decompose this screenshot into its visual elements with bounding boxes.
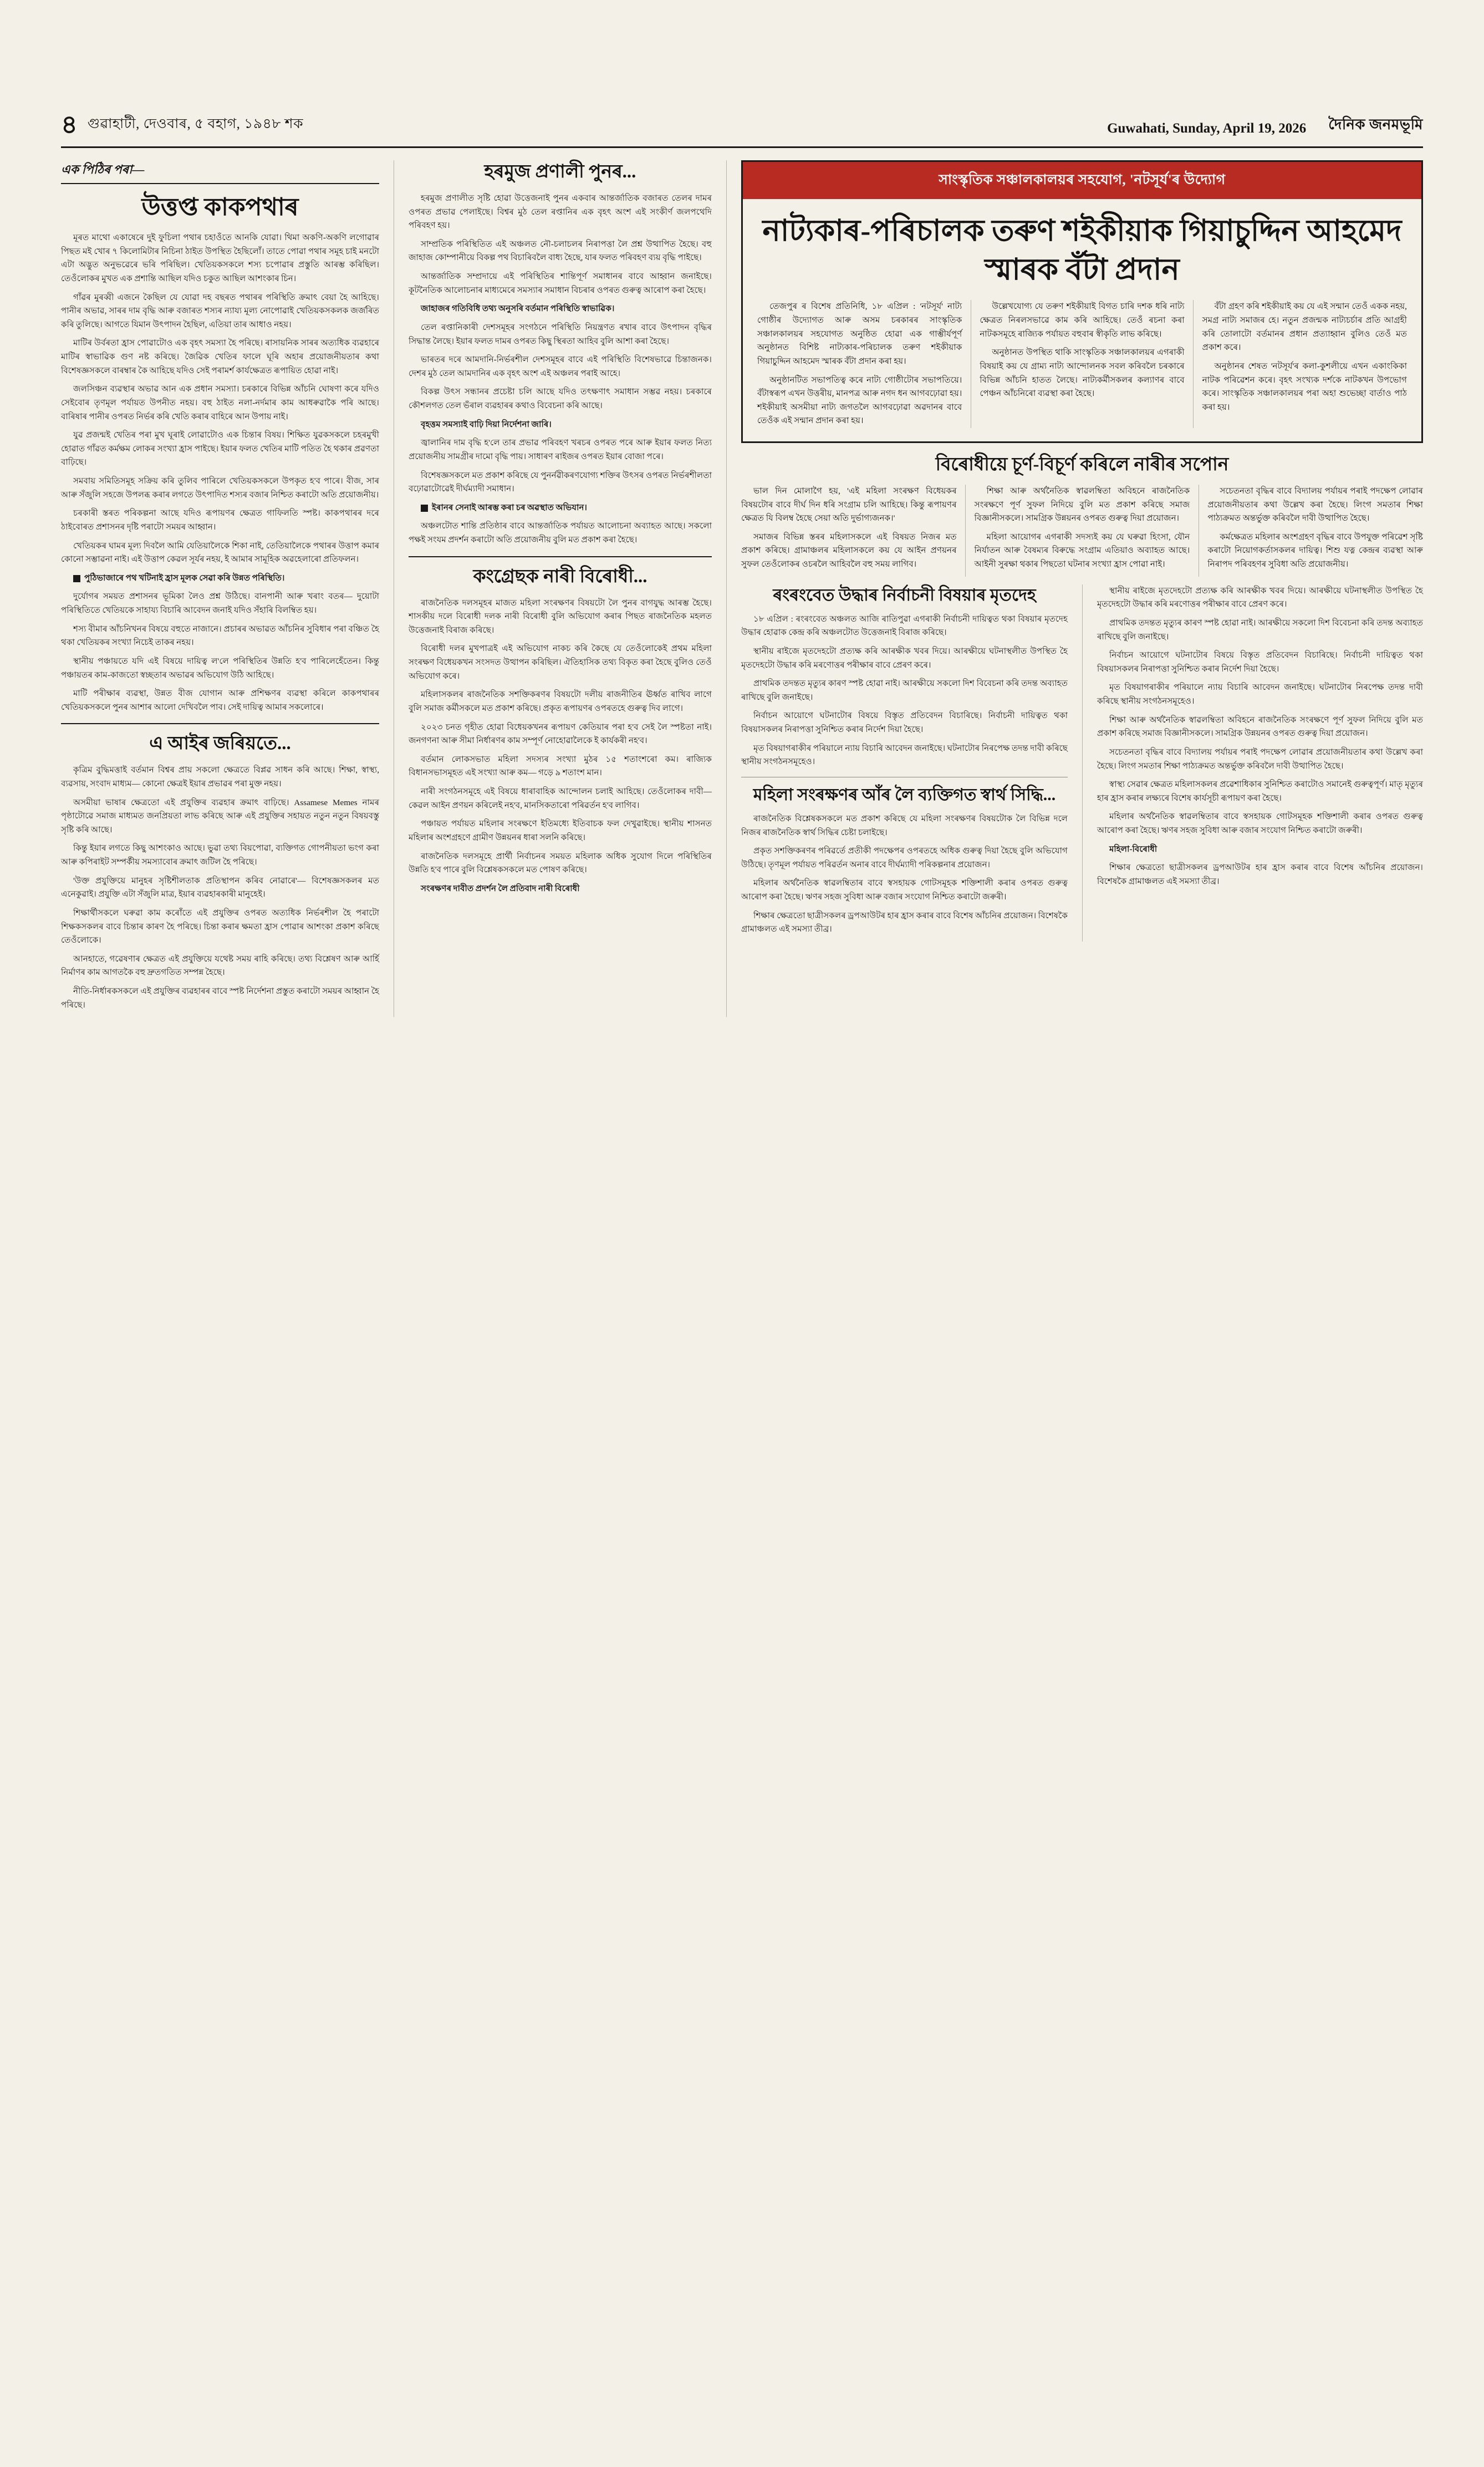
section-divider [61, 723, 379, 724]
paragraph: মূৰত মাথো একাষেৰে দুই ফুচিলা পথাৰ চহাওঁতে আনকি যোৱা। থিমা অকণি-অকণি লগোৱাৰ পিছত মই খোৰ ৭ কিলোমিটাৰ নিচিনা ঠাইত উপস্থিত হৈছিলোঁ। তাতে পোৱা পথাৰ সমূহ চাই মনটো এটা অদ্ভুত অনুভৱেৰে ভৰি পৰিছিল। খেতিয়কসকলে শস্য চপোৱাৰ প্ৰস্তুতি আৰম্ভ কৰিছিল। তেওঁলোকৰ মুখত এক প্ৰশান্তি আছিল যদিও চকুত আছিল আশংকাৰ চিন। [61, 233, 379, 283]
article-headline: হৰমুজ প্ৰণালী পুনৰ... [484, 162, 636, 182]
lead-story-box [741, 160, 1423, 443]
paragraph: শিক্ষা আৰু অৰ্থনৈতিক স্বাৱলম্বিতা অবিহনে ৰাজনৈতিক সংৰক্ষণে পূৰ্ণ সুফল নিদিয়ে বুলি মত প্ৰকাশ কৰিছে সমাজ বিজ্ঞানীসকলে। সামগ্ৰিক উন্নয়নৰ ওপৰত গুৰুত্ব দিয়া প্ৰয়োজন। [1097, 715, 1423, 739]
paragraph: মাটিৰ উৰ্বৰতা হ্ৰাস পোৱাটোও এক বৃহৎ সমস্যা হৈ পৰিছে। ৰাসায়নিক সাৰৰ অত্যধিক ব্যৱহাৰে মাটিৰ স্বাভাৱিক গুণ নষ্ট কৰিছে। জৈৱিক খেতিৰ ফালে ঘূৰি অহাৰ প্ৰয়োজনীয়তাৰ কথা বিশেষজ্ঞসকলে বাৰম্বাৰ কৈ আহিছে যদিও সেই পৰামৰ্শ কাৰ্যক্ষেত্ৰত ৰূপায়িত হোৱা নাই। [61, 338, 379, 375]
paragraph: সচেতনতা বৃদ্ধিৰ বাবে বিদ্যালয় পৰ্যায়ৰ পৰাই পদক্ষেপ লোৱাৰ প্ৰয়োজনীয়তাৰ কথা উল্লেখ কৰা হৈছে। লিংগ সমতাৰ শিক্ষা পাঠ্যক্ৰমত অন্তৰ্ভুক্ত কৰিবলৈ দাবী উত্থাপিত হৈছে। [1097, 747, 1423, 771]
article-headline: উত্তপ্ত কাকপথাৰ [141, 194, 299, 221]
article-headline-2: মহিলা সংৰক্ষণৰ আঁৰ লৈ ব্যক্তিগত স্বাৰ্থ সিদ্ধি... [753, 785, 1056, 804]
column-one [61, 160, 394, 1017]
paragraph: কিন্তু ইয়াৰ লগতে কিছু আশংকাও আছে। ভুৱা তথ্য বিয়পোৱা, ব্যক্তিগত গোপনীয়তা ভংগ কৰা আৰু কপিৰাইট সম্পৰ্কীয় সমস্যাবোৰ ক্ৰমাৎ জটিল হৈ পৰিছে। [61, 843, 379, 867]
paragraph: মহিলাৰ অৰ্থনৈতিক স্বাৱলম্বিতাৰ বাবে স্বসহায়ক গোটসমূহক শক্তিশালী কৰাৰ ওপৰত গুৰুত্ব আৰোপ কৰা হৈছে। ঋণৰ সহজ সুবিধা আৰু বজাৰ সংযোগ নিশ্চিত কৰাটো জৰুৰী। [1097, 812, 1423, 836]
paragraph-highlight-text: পুঠিভাজাৰে পথ খটিনাই হ্ৰাস মূলক সেৱা কৰি উন্নত পৰিস্থিতি। [84, 573, 285, 583]
lead-story-inner [743, 199, 1421, 441]
paragraph-highlight [409, 501, 712, 515]
section-divider [409, 556, 712, 557]
paragraph-highlight: জাহাজৰ গতিবিধি তথ্য অনুসৰি বৰ্তমান পৰিস্থিতি স্বাভাৱিক। [421, 304, 615, 314]
paragraph: ৰাজনৈতিক বিশ্লেষকসকলে মত প্ৰকাশ কৰিছে যে মহিলা সংৰক্ষণৰ বিষয়টোক লৈ বিভিন্ন দলে নিজৰ ৰাজনৈতিক স্বাৰ্থ সিদ্ধিৰ চেষ্টা চলাইছে। [741, 813, 1068, 837]
paragraph: স্থানীয় ৰাইজে মৃতদেহটো প্ৰত্যক্ষ কৰি আৰক্ষীক খবৰ দিয়ে। আৰক্ষীয়ে ঘটনাস্থলীত উপস্থিত হৈ মৃতদেহটো উদ্ধাৰ কৰি মৰণোত্তৰ পৰীক্ষাৰ বাবে প্ৰেৰণ কৰে। [741, 646, 1068, 670]
article-headline: বিৰোধীয়ে চূৰ্ণ-বিচূৰ্ণ কৰিলে নাৰীৰ সপোন [935, 455, 1229, 475]
paragraph: খেতিয়কৰ ঘামৰ মূল্য দিবলৈ আমি যেতিয়ালৈকে শিকা নাই, তেতিয়ালৈকে পথাৰৰ উত্তাপ কমাৰ কোনো সম্ভাৱনা নাই। এই উত্তাপ কেৱল সূৰ্যৰ নহয়, ই আমাৰ সামূহিক অৱহেলাৰো প্ৰতিফলন। [61, 541, 379, 564]
masthead [0, 0, 1484, 139]
paragraph: ভাৰতৰ দৰে আমদানি-নিৰ্ভৰশীল দেশসমূহৰ বাবে এই পৰিস্থিতি বিশেষভাৱে চিন্তাজনক। দেশৰ মুঠ তেল আমদানিৰ এক বৃহৎ অংশ এই অঞ্চলৰ পৰাই আহে। [409, 355, 712, 378]
paragraph: সচেতনতা বৃদ্ধিৰ বাবে বিদ্যালয় পৰ্যায়ৰ পৰাই পদক্ষেপ লোৱাৰ প্ৰয়োজনীয়তাৰ কথা উল্লেখ কৰা হৈছে। লিংগ সমতাৰ শিক্ষা পাঠ্যক্ৰমত অন্তৰ্ভুক্ত কৰিবলৈ দাবী উত্থাপিত হৈছে। [1207, 486, 1423, 523]
paragraph: সমাজৰ বিভিন্ন স্তৰৰ মহিলাসকলে এই বিষয়ত নিজৰ মত প্ৰকাশ কৰিছে। গ্ৰামাঞ্চলৰ মহিলাসকলে কয় যে আইন প্ৰণয়নৰ সুফল তেওঁলোকৰ ওচৰলৈ আহিবলৈ বহু সময় লাগিব। [741, 532, 957, 569]
paragraph: ৰাজনৈতিক দলসমূহে প্ৰাৰ্থী নিৰ্বাচনৰ সময়ত মহিলাক অধিক সুযোগ দিলে পৰিস্থিতিৰ উন্নতি হ'ব পাৰে বুলি বিশ্লেষকসকলে মত পোষণ কৰিছে। [409, 851, 712, 875]
column-grid [0, 148, 1484, 1017]
paragraph: স্থানীয় ৰাইজে মৃতদেহটো প্ৰত্যক্ষ কৰি আৰক্ষীক খবৰ দিয়ে। আৰক্ষীয়ে ঘটনাস্থলীত উপস্থিত হৈ মৃতদেহটো উদ্ধাৰ কৰি মৰণোত্তৰ পৰীক্ষাৰ বাবে প্ৰেৰণ কৰে। [1097, 586, 1423, 609]
paragraph: অনুষ্ঠানত উপস্থিত থাকি সাংস্কৃতিক সঞ্চালকালয়ৰ এগৰাকী বিষয়াই কয় যে গ্ৰাম্য নাট্য আন্দোলনক সবল কৰিবলৈ চৰকাৰে বিভিন্ন আঁচনি হাতত লৈছে। নাট্যকৰ্মীসকলৰ কল্যাণৰ বাবে পেঞ্চন আঁচনিৰো ব্যৱস্থা কৰা হৈছে। [980, 348, 1185, 399]
paragraph: প্ৰাথমিক তদন্তত মৃত্যুৰ কাৰণ স্পষ্ট হোৱা নাই। আৰক্ষীয়ে সকলো দিশ বিবেচনা কৰি তদন্ত অব্যাহত ৰাখিছে বুলি জনাইছে। [741, 679, 1068, 702]
paragraph-highlight-text: ইৰানৰ সেনাই আৰম্ভ কৰা চৰ অৱস্থাত অভিযান। [432, 502, 587, 512]
article-hormuz [409, 160, 712, 547]
paragraph: অনুষ্ঠানটিত সভাপতিত্ব কৰে নাট্য গোষ্ঠীটোৰ সভাপতিয়ে। বঁটাস্বৰূপ এখন উত্তৰীয়, মানপত্ৰ আৰু নগদ ধন আগবঢ়োৱা হয়। শইকীয়াই অসমীয়া নাট্য জগতলৈ আগবঢ়োৱা অৱদানৰ বাবে তেওঁক এই সন্মান প্ৰদান কৰা হয়। [757, 375, 962, 426]
paragraph: ২০২৩ চনত গৃহীত হোৱা বিধেয়কখনৰ ৰূপায়ণ কেতিয়াৰ পৰা হ'ব সেই লৈ স্পষ্টতা নাই। জনগণনা আৰু সীমা নিৰ্ধাৰণৰ কাম সম্পূৰ্ণ নোহোৱালৈকে ই কাৰ্যকৰী নহ'ব। [409, 722, 712, 746]
article-kicker: এক পিঠিৰ পৰা— [61, 160, 379, 184]
paragraph: আন্তৰ্জাতিক সম্প্ৰদায়ে এই পৰিস্থিতিৰ শান্তিপূৰ্ণ সমাধানৰ বাবে আহ্বান জনাইছে। কূটনৈতিক আলোচনাৰ মাধ্যমেৰে সমস্যাৰ সমাধান বিচৰাৰ ওপৰত গুৰুত্ব আৰোপ কৰা হৈছে। [409, 272, 712, 295]
masthead-right [1107, 113, 1423, 139]
masthead-left [61, 112, 303, 139]
article-body [741, 485, 1423, 577]
page-number: ৪ [61, 110, 78, 139]
paragraph: শিক্ষাৰ্থীসকলে ঘৰুৱা কাম কৰোঁতে এই প্ৰযুক্তিৰ ওপৰত অত্যধিক নিৰ্ভৰশীল হৈ পৰাটো শিক্ষকসকলৰ বাবে চিন্তাৰ কাৰণ হৈ পৰিছে। চিন্তা কৰাৰ ক্ষমতা হ্ৰাস পোৱাৰ আশংকা প্ৰকাশ কৰিছে তেওঁলোকে। [61, 908, 379, 945]
article-body-continued [1097, 584, 1423, 889]
subcolumn-left [741, 584, 1082, 942]
paragraph: বিৰোধী দলৰ মুখপাত্ৰই এই অভিযোগ নাকচ কৰি কৈছে যে তেওঁলোকেই প্ৰথম মহিলা সংৰক্ষণ বিধেয়কখন সংসদত উত্থাপন কৰিছিল। ঐতিহাসিক তথ্য বিকৃত কৰা হৈছে বুলিও তেওঁ অভিযোগ কৰে। [409, 644, 712, 681]
paragraph: অনুষ্ঠানৰ শেষত 'নটসূৰ্য'ৰ কলা-কুশলীয়ে এখন একাংকিকা নাটক পৰিৱেশন কৰে। বৃহৎ সংখ্যক দৰ্শকে নাটকখন উপভোগ কৰে। সাংস্কৃতিক সঞ্চালকালয়ৰ পৰা অহা শুভেচ্ছা বাৰ্তাও পাঠ কৰা হয়। [1202, 361, 1407, 412]
article-kakpathar [61, 160, 379, 714]
paragraph-highlight: বৃহত্তম সমস্যাই বাঢ়ি দিয়া নিৰ্দেশনা জাৰি। [421, 419, 552, 429]
paragraph: জ্বালানিৰ দাম বৃদ্ধি হ'লে তাৰ প্ৰভাৱ পৰিবহণ খৰচৰ ওপৰত পৰে আৰু ইয়াৰ ফলত নিত্য প্ৰয়োজনীয় সামগ্ৰীৰ দামো বৃদ্ধি পায়। সাধাৰণ ৰাইজৰ ওপৰত ইয়াৰ বোজা পৰে। [409, 438, 712, 461]
paragraph: অঞ্চলটোত শান্তি প্ৰতিষ্ঠাৰ বাবে আন্তৰ্জাতিক পৰ্যায়ত আলোচনা অব্যাহত আছে। সকলো পক্ষই সংযম প্ৰদৰ্শন কৰাটো অতি প্ৰয়োজনীয় বুলি মত প্ৰকাশ কৰা হৈছে। [409, 521, 712, 545]
article-body [409, 192, 712, 547]
paragraph: মাটি পৰীক্ষাৰ ব্যৱস্থা, উন্নত বীজ যোগান আৰু প্ৰশিক্ষণৰ ব্যৱস্থা কৰিলে কাকপথাৰৰ খেতিয়কসকলে পুনৰ আশাৰ আলো দেখিবলৈ পাব। সেই দায়িত্ব আমাৰ সকলোৰে। [61, 689, 379, 712]
paragraph: নিৰ্বাচন আয়োগে ঘটনাটোৰ বিষয়ে বিস্তৃত প্ৰতিবেদন বিচাৰিছে। নিৰ্বাচনী দায়িত্বত থকা বিষয়াসকলৰ নিৰাপত্তা সুনিশ্চিত কৰাৰ নিৰ্দেশ দিয়া হৈছে। [1097, 650, 1423, 674]
paragraph: কৃত্ৰিম বুদ্ধিমত্তাই বৰ্তমান বিশ্বৰ প্ৰায় সকলো ক্ষেত্ৰতে বিপ্লৱ সাধন কৰি আছে। শিক্ষা, স্বাস্থ্য, ব্যৱসায়, সংবাদ মাধ্যম— কোনো ক্ষেত্ৰই ইয়াৰ প্ৰভাৱৰ পৰা মুক্ত নহয়। [61, 765, 379, 789]
paragraph-highlight: মহিলা-বিৰোধী [1109, 844, 1157, 854]
paragraph: স্বাস্থ্য সেৱাৰ ক্ষেত্ৰত মহিলাসকলৰ প্ৰৱেশাধিকাৰ সুনিশ্চিত কৰাটোও সমানেই গুৰুত্বপূৰ্ণ। মাতৃ মৃত্যুৰ হাৰ হ্ৰাস কৰাৰ লক্ষ্যৰে বিশেষ কাৰ্যসূচী ৰূপায়ণ কৰা হৈছে। [1097, 780, 1423, 803]
paragraph: মৃত বিষয়াগৰাকীৰ পৰিয়ালে ন্যায় বিচাৰি আবেদন জনাইছে। ঘটনাটোৰ নিৰপেক্ষ তদন্ত দাবী কৰিছে স্থানীয় সংগঠনসমূহেও। [741, 743, 1068, 767]
paragraph: শিক্ষাৰ ক্ষেত্ৰতো ছাত্ৰীসকলৰ ড্ৰপআউটৰ হাৰ হ্ৰাস কৰাৰ বাবে বিশেষ আঁচনিৰ প্ৰয়োজন। বিশেষকৈ গ্ৰামাঞ্চলত এই সমস্যা তীব্ৰ। [1097, 863, 1423, 886]
paragraph: বঁটা গ্ৰহণ কৰি শইকীয়াই কয় যে এই সন্মান তেওঁ একক নহয়, সমগ্ৰ নাট্য সমাজৰ হে। নতুন প্ৰজন্মক নাট্যচৰ্চাৰ প্ৰতি আগ্ৰহী কৰি তোলাটো বৰ্তমানৰ প্ৰধান প্ৰত্যাহ্বান বুলিও তেওঁ মত প্ৰকাশ কৰে। [1202, 302, 1407, 353]
paragraph: চৰকাৰী স্তৰত পৰিকল্পনা আছে যদিও ৰূপায়ণৰ ক্ষেত্ৰত গাফিলতি স্পষ্ট। কাকপথাৰৰ দৰে ঠাইবোৰত প্ৰশাসনৰ দৃষ্টি পৰাটো সময়ৰ আহ্বান। [61, 508, 379, 532]
paragraph: বৰ্তমান লোকসভাত মহিলা সদস্যৰ সংখ্যা মুঠৰ ১৫ শতাংশৰো কম। ৰাজ্যিক বিধানসভাসমূহত এই সংখ্যা আৰু কম— গড়ে ৯ শতাংশ মান। [409, 754, 712, 778]
masthead-place-line: গুৱাহাটী, দেওবাৰ, ৫ বহাগ, ১৯৪৮ শক [87, 116, 304, 131]
masthead-date: Guwahati, Sunday, April 19, 2026 [1107, 121, 1307, 136]
paragraph: গাঁৱৰ মুৰব্বী এজনে কৈছিল যে যোৱা দহ বছৰত পথাৰৰ পৰিস্থিতি ক্ৰমাৎ বেয়া হৈ আহিছে। পানীৰ অভাৱ, সাৰৰ দাম বৃদ্ধি আৰু বজাৰত শস্যৰ ন্যায্য মূল্য নোপোৱাই খেতিয়কসকলক জৰ্জৰিত কৰি তুলিছে। আগতে যিমান উৎপাদন হৈছিল, এতিয়া তাৰ আধাও নহয়। [61, 292, 379, 329]
lead-story-band: সাংস্কৃতিক সঞ্চালকালয়ৰ সহযোগ, 'নটসূৰ্য'ৰ উদ্যোগ [743, 162, 1421, 199]
article-body [61, 231, 379, 714]
paragraph: শিক্ষাৰ ক্ষেত্ৰতো ছাত্ৰীসকলৰ ড্ৰপআউটৰ হাৰ হ্ৰাস কৰাৰ বাবে বিশেষ আঁচনিৰ প্ৰয়োজন। বিশেষকৈ গ্ৰামাঞ্চলত এই সমস্যা তীব্ৰ। [741, 910, 1068, 934]
paragraph: তেল ৰপ্তানিকাৰী দেশসমূহৰ সংগঠনে পৰিস্থিতি নিয়ন্ত্ৰণত ৰখাৰ বাবে উৎপাদন বৃদ্ধিৰ সিদ্ধান্ত লৈছে। ইয়াৰ ফলত দামৰ ওপৰত কিছু স্থিৰতা আহিব বুলি আশা কৰা হৈছে। [409, 322, 712, 346]
paragraph: অসমীয়া ভাষাৰ ক্ষেত্ৰতো এই প্ৰযুক্তিৰ ব্যৱহাৰ ক্ৰমাৎ বাঢ়িছে। Assamese Memes নামৰ পৃষ্ঠাটোৱে সমাজ মাধ্যমত জনপ্ৰিয়তা লাভ কৰিছে আৰু এই প্ৰযুক্তিৰ সহায়ত নতুন নতুন বিষয়বস্তু সৃষ্টি কৰি আছে। [61, 797, 380, 835]
article-ai [61, 732, 379, 1012]
paragraph: নিৰ্বাচন আয়োগে ঘটনাটোৰ বিষয়ে বিস্তৃত প্ৰতিবেদন বিচাৰিছে। নিৰ্বাচনী দায়িত্বত থকা বিষয়াসকলৰ নিৰাপত্তা সুনিশ্চিত কৰাৰ নিৰ্দেশ দিয়া হৈছে। [741, 711, 1068, 735]
lead-story-body [757, 300, 1407, 428]
paragraph: বিকল্প উৎস সন্ধানৰ প্ৰচেষ্টা চলি আছে যদিও তৎক্ষণাৎ সমাধান সম্ভৱ নহয়। চৰকাৰে কৌশলগত তেল ভঁৰাল ব্যৱহাৰৰ কথাও বিবেচনা কৰি আছে। [409, 387, 712, 411]
article-headline: কংগ্ৰেছক নাৰী বিৰোধী... [473, 566, 647, 587]
paragraph: মহিলাসকলৰ ৰাজনৈতিক সশক্তিকৰণৰ বিষয়টো দলীয় ৰাজনীতিৰ ঊৰ্ধ্বত ৰাখিব লাগে বুলি সমাজ কৰ্মীসকলে মত প্ৰকাশ কৰিছে। প্ৰকৃত ৰূপায়ণৰ ওপৰতহে গুৰুত্ব দিব লাগে। [409, 690, 712, 713]
paragraph: জলসিঞ্চন ব্যৱস্থাৰ অভাৱ আন এক প্ৰধান সমস্যা। চৰকাৰে বিভিন্ন আঁচনি ঘোষণা কৰে যদিও সেইবোৰ তৃণমূল পৰ্যায়ত উপনীত নহয়। বহু ঠাইত নলা-নৰ্দমাৰ কাম আধৰুৱাকৈ পৰি আছে। বাৰিষাৰ পানীৰ ওপৰত নিৰ্ভৰ কৰি খেতি কৰাৰ বাহিৰে আন উপায় নাই। [61, 384, 379, 421]
paragraph: 'উক্ত প্ৰযুক্তিয়ে মানুহৰ সৃষ্টিশীলতাক প্ৰতিস্থাপন কৰিব নোৱাৰে'— বিশেষজ্ঞসকলৰ মত এনেকুৱাই। প্ৰযুক্তি এটা সঁজুলি মাত্ৰ, ইয়াৰ ব্যৱহাৰকাৰী মানুহেই। [61, 876, 379, 899]
paragraph: প্ৰকৃত সশক্তিকৰণৰ পৰিৱৰ্তে প্ৰতীকী পদক্ষেপৰ ওপৰতহে অধিক গুৰুত্ব দিয়া হৈছে বুলি অভিযোগ উঠিছে। তৃণমূল পৰ্যায়ত পৰিৱৰ্তন অনাৰ বাবে দীৰ্ঘম্যাদী পৰিকল্পনাৰ প্ৰয়োজন। [741, 846, 1068, 869]
publication-logo: দৈনিক জনমভূমি [1328, 116, 1423, 133]
paragraph: ৰাজনৈতিক দলসমূহৰ মাজত মহিলা সংৰক্ষণৰ বিষয়টো লৈ পুনৰ বাগযুদ্ধ আৰম্ভ হৈছে। শাসকীয় দলে বিৰোধী দলক নাৰী বিৰোধী বুলি অভিযোগ কৰাৰ পিছত ৰাজনৈতিক মহলত উত্তেজনাই বিৰাজ কৰিছে। [409, 598, 712, 635]
paragraph: সাম্প্ৰতিক পৰিস্থিতিত এই অঞ্চলত নৌ-চলাচলৰ নিৰাপত্তা লৈ প্ৰশ্ন উত্থাপিত হৈছে। বহু জাহাজ কোম্পানীয়ে বিকল্প পথ বিচাৰিবলৈ বাধ্য হৈছে, যাৰ ফলত পৰিবহণ ব্যয় বৃদ্ধি পাইছে। [409, 239, 712, 263]
bullet-square-icon [73, 575, 80, 582]
paragraph-highlight [61, 572, 379, 586]
paragraph: বিশেষজ্ঞসকলে মত প্ৰকাশ কৰিছে যে পুনৰ্নৱীকৰণযোগ্য শক্তিৰ উৎসৰ ওপৰত নিৰ্ভৰশীলতা বঢ়োৱাটোৱেই দীৰ্ঘম্যাদী সমাধান। [409, 470, 712, 494]
paragraph: সমবায় সমিতিসমূহ সক্ৰিয় কৰি তুলিব পাৰিলে খেতিয়কসকলে উপকৃত হ'ব পাৰে। বীজ, সাৰ আৰু সঁজুলি সহজে উপলব্ধ কৰাৰ লগতে উৎপাদিত শস্যৰ বজাৰ নিশ্চিত কৰাটো অতি প্ৰয়োজনীয়। [61, 476, 379, 500]
paragraph: নীতি-নিৰ্ধাৰকসকলে এই প্ৰযুক্তিৰ ব্যৱহাৰৰ বাবে স্পষ্ট নিৰ্দেশনা প্ৰস্তুত কৰাটো সময়ৰ আহ্বান হৈ পৰিছে। [61, 986, 379, 1010]
paragraph: যুৱ প্ৰজন্মই খেতিৰ পৰা মুখ ঘূৰাই লোৱাটোও এক চিন্তাৰ বিষয়। শিক্ষিত যুৱকসকলে চহৰমুখী হোৱাত গাঁৱত কৰ্মক্ষম লোকৰ সংখ্যা হ্ৰাস পাইছে। ইয়াৰ ফলত খেতিৰ মাটি পতিত হৈ থকাৰ প্ৰৱণতা বাঢ়িছে। [61, 430, 379, 467]
column-lead-area [726, 160, 1423, 1017]
article-body [61, 764, 379, 1012]
subcolumn-right [1082, 584, 1423, 942]
paragraph: কৰ্মক্ষেত্ৰত মহিলাৰ অংশগ্ৰহণ বৃদ্ধিৰ বাবে উপযুক্ত পৰিৱেশ সৃষ্টি কৰাটো নিয়োগকৰ্তাসকলৰ দায়িত্ব। শিশু যত্ন কেন্দ্ৰৰ ব্যৱস্থা আৰু নিৰাপদ পৰিবহণৰ সুবিধা অতি প্ৰয়োজনীয়। [1207, 532, 1423, 569]
article-headline: ৰংৰংবেত উদ্ধাৰ নিৰ্বাচনী বিষয়াৰ মৃতদেহ [773, 586, 1036, 604]
paragraph-highlight: সংৰক্ষণৰ দাবীত প্ৰদৰ্শন লৈ প্ৰতিবাদ নাৰী বিৰোধী [421, 883, 580, 893]
paragraph: শিক্ষা আৰু অৰ্থনৈতিক স্বাৱলম্বিতা অবিহনে ৰাজনৈতিক সংৰক্ষণে পূৰ্ণ সুফল নিদিয়ে বুলি মত প্ৰকাশ কৰিছে সমাজ বিজ্ঞানীসকলে। সামগ্ৰিক উন্নয়নৰ ওপৰত গুৰুত্ব দিয়া প্ৰয়োজন। [974, 486, 1190, 523]
article-congress [409, 565, 712, 896]
bullet-square-icon [421, 505, 428, 512]
article-naari-sapon [741, 453, 1423, 577]
paragraph: তেজপুৰ ৰ বিশেষ প্ৰতিনিধি, ১৮ এপ্ৰিল : 'নটসূৰ্য' নাট্য গোষ্ঠীৰ উদ্যোগত আৰু অসম চৰকাৰৰ সাংস্কৃতিক সঞ্চালকালয়ৰ সহযোগত অনুষ্ঠিত হোৱা এক গাম্ভীৰ্যপূৰ্ণ অনুষ্ঠানত বিশিষ্ট নাট্যকাৰ-পৰিচালক তৰুণ শইকীয়াক গিয়াচুদ্দিন আহমেদ স্মাৰক বঁটা প্ৰদান কৰা হয়। [757, 302, 962, 366]
article-headline: এ আইৰ জৰিয়তে... [149, 734, 291, 754]
paragraph: উল্লেখযোগ্য যে তৰুণ শইকীয়াই বিগত চাৰি দশক ধৰি নাট্য ক্ষেত্ৰত নিৰলসভাৱে কাম কৰি আহিছে। তেওঁ ৰচনা কৰা নাটকসমূহে ৰাজ্যিক পৰ্যায়ত বহুবাৰ স্বীকৃতি লাভ কৰিছে। [980, 302, 1185, 339]
paragraph: ১৮ এপ্ৰিল : ৰংৰংবেত অঞ্চলত আজি ৰাতিপুৱা এগৰাকী নিৰ্বাচনী দায়িত্বত থকা বিষয়াৰ মৃতদেহ উদ্ধাৰ হোৱাক কেন্দ্ৰ কৰি অঞ্চলটোত উত্তেজনাই বিৰাজ কৰিছে। [741, 614, 1068, 638]
article-body-2 [741, 812, 1068, 937]
paragraph: মহিলা আয়োগৰ এগৰাকী সদস্যই কয় যে ঘৰুৱা হিংসা, যৌন নিৰ্যাতন আৰু বৈষম্যৰ বিৰুদ্ধে সংগ্ৰাম এতিয়াও অব্যাহত আছে। আইনী সুৰক্ষা থকাৰ পিছতো ঘটনাৰ সংখ্যা হ্ৰাস পোৱা নাই। [974, 532, 1190, 569]
paragraph: দুৰ্যোগৰ সময়ত প্ৰশাসনৰ ভূমিকা লৈও প্ৰশ্ন উঠিছে। বানপানী আৰু খৰাং বতৰ— দুয়োটা পৰিস্থিতিতে খেতিয়কে সাহায্য বিচাৰি আবেদন জনাই যদিও সঁহাৰি বিলম্বিত হয়। [61, 592, 379, 615]
paragraph: নাৰী সংগঠনসমূহে এই বিষয়ে ধাৰাবাহিক আন্দোলন চলাই আহিছে। তেওঁলোকৰ দাবী— কেৱল আইন প্ৰণয়ন কৰিলেই নহ'ব, মানসিকতাৰো পৰিৱৰ্তন হ'ব লাগিব। [409, 787, 712, 810]
paragraph: ভাল দিন মোলাগৈ হয়, 'এই মহিলা সংৰক্ষণ বিধেয়কৰ বিষয়টোৰ বাবে দীৰ্ঘ দিন ধৰি সংগ্ৰাম চলি আহিছে। কিন্তু ৰূপায়ণৰ ক্ষেত্ৰত যি বিলম্ব হৈছে সেয়া অতি দুৰ্ভাগ্যজনক।' [741, 486, 957, 523]
paragraph: প্ৰাথমিক তদন্তত মৃত্যুৰ কাৰণ স্পষ্ট হোৱা নাই। আৰক্ষীয়ে সকলো দিশ বিবেচনা কৰি তদন্ত অব্যাহত ৰাখিছে বুলি জনাইছে। [1097, 618, 1423, 642]
lead-story-headline: নাট্যকাৰ-পৰিচালক তৰুণ শইকীয়াক গিয়াচুদ্দিন আহমেদ স্মাৰক বঁটা প্ৰদান [762, 214, 1402, 287]
paragraph: পঞ্চায়ত পৰ্যায়ত মহিলাৰ সংৰক্ষণে ইতিমধ্যে ইতিবাচক ফল দেখুৱাইছে। স্থানীয় শাসনত মহিলাৰ অংশগ্ৰহণে গ্ৰামীণ উন্নয়নৰ ধাৰা সলনি কৰিছে। [409, 819, 712, 842]
paragraph: মৃত বিষয়াগৰাকীৰ পৰিয়ালে ন্যায় বিচাৰি আবেদন জনাইছে। ঘটনাটোৰ নিৰপেক্ষ তদন্ত দাবী কৰিছে স্থানীয় সংগঠনসমূহেও। [1097, 683, 1423, 706]
paragraph: শস্য বীমাৰ আঁচনিখনৰ বিষয়ে বহুতে নাজানে। প্ৰচাৰৰ অভাৱত আঁচনিৰ সুবিধাৰ পৰা বঞ্চিত হৈ থকা খেতিয়কৰ সংখ্যা নিচেই তাকৰ নহয়। [61, 624, 379, 648]
paragraph: আনহাতে, গৱেষণাৰ ক্ষেত্ৰত এই প্ৰযুক্তিয়ে যথেষ্ট সময় ৰাহি কৰিছে। তথ্য বিশ্লেষণ আৰু আৰ্হি নিৰ্মাণৰ কাম আগতকৈ বহু দ্ৰুতগতিত সম্পন্ন হৈছে। [61, 954, 379, 978]
article-body [741, 613, 1068, 769]
paragraph: হৰমুজ প্ৰণালীত সৃষ্টি হোৱা উত্তেজনাই পুনৰ একবাৰ আন্তৰ্জাতিক বজাৰত তেলৰ দামৰ ওপৰত প্ৰভাৱ পেলাইছে। বিশ্বৰ মুঠ তেল ৰপ্তানিৰ এক বৃহৎ অংশ এই সংকীৰ্ণ জলপথেদি পৰিবহণ হয়। [409, 193, 712, 231]
paragraph: স্থানীয় পঞ্চায়তে যদি এই বিষয়ে দায়িত্ব ল'লে পৰিস্থিতিৰ উন্নতি হ'ব পাৰিলেহেঁতেন। কিন্তু পঞ্চায়তৰ কাম-কাজতো স্বচ্ছতাৰ অভাৱৰ অভিযোগ উঠি আহিছে। [61, 656, 379, 680]
column-two [394, 160, 726, 1017]
paragraph: মহিলাৰ অৰ্থনৈতিক স্বাৱলম্বিতাৰ বাবে স্বসহায়ক গোটসমূহক শক্তিশালী কৰাৰ ওপৰত গুৰুত্ব আৰোপ কৰা হৈছে। ঋণৰ সহজ সুবিধা আৰু বজাৰ সংযোগ নিশ্চিত কৰাটো জৰুৰী। [741, 878, 1068, 902]
article-body [409, 597, 712, 896]
lower-subcolumns [741, 584, 1423, 942]
